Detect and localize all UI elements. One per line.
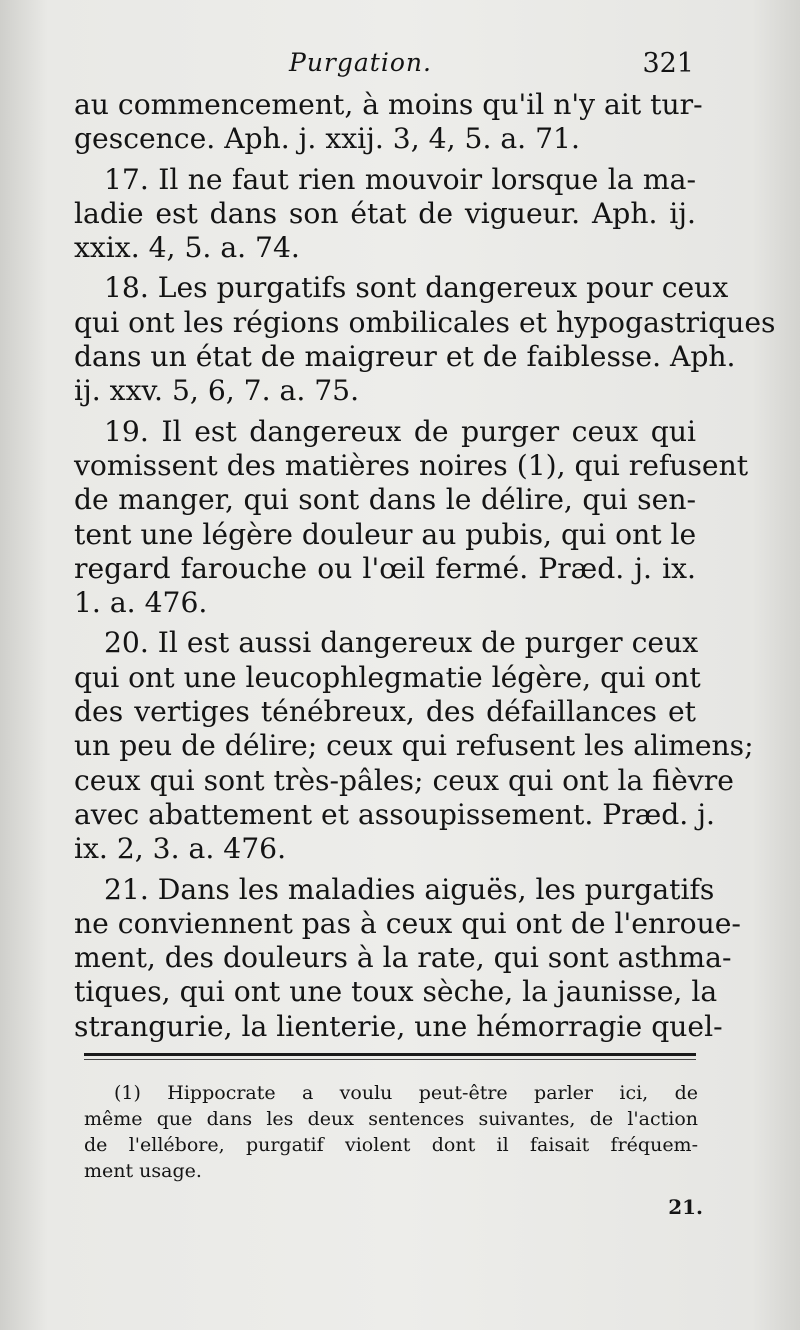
text-line: avec abattement et assoupissement. Præd. j. (74, 797, 715, 831)
running-title: Purgation. (289, 48, 432, 77)
text-line: dans un état de maigreur et de faiblesse. Aph. (74, 340, 736, 374)
text-line: de manger, qui sont dans le délire, qui sen- (74, 483, 696, 517)
text-line: vomissent des matières noires (1), qui refusent (74, 448, 749, 482)
catchword: 21. (668, 1195, 703, 1219)
text-line: au commencement, à moins qu'il n'y ait tur- (74, 88, 703, 121)
text-line: 20. Il est aussi dangereux de purger ceux (104, 626, 699, 660)
text-line: qui ont une leucophlegmatie légère, qui ont (74, 660, 701, 694)
page-header (74, 48, 694, 88)
text-line: xxix. 4, 5. a. 74. (74, 231, 300, 265)
text-line: 18. Les purgatifs sont dangereux pour ceux (104, 271, 729, 305)
footnote-line: (1) Hippocrate a voulu peut-être parler ici, de (114, 1082, 698, 1104)
body-text (74, 88, 776, 1044)
text-line: ij. xxv. 5, 6, 7. a. 75. (74, 374, 360, 408)
footnote-line: ment usage. (84, 1160, 202, 1182)
text-line: 1. a. 476. (74, 586, 208, 620)
text-line: regard farouche ou l'œil fermé. Præd. j. ix. (74, 551, 696, 585)
footnote-line: de l'ellébore, purgatif violent dont il faisait fréquem- (84, 1134, 698, 1156)
text-line: un peu de délire; ceux qui refusent les alimens; (74, 729, 754, 763)
footnote-line: même que dans les deux sentences suivantes, de l'action (84, 1108, 698, 1130)
text-line: ladie est dans son état de vigueur. Aph. ij. (74, 196, 696, 230)
text-line: 19. Il est dangereux de purger ceux qui (104, 414, 696, 448)
footnote (84, 1080, 698, 1184)
text-line: ceux qui sont très-pâles; ceux qui ont la fièvre (74, 763, 734, 797)
footnote-rule (84, 1053, 696, 1056)
text-line: strangurie, la lienterie, une hémorragie quel- (74, 1009, 723, 1043)
text-line: qui ont les régions ombilicales et hypogastriques (74, 305, 776, 339)
text-line: tiques, qui ont une toux sèche, la jaunisse, la (74, 975, 718, 1009)
text-line: ix. 2, 3. a. 476. (74, 832, 287, 866)
text-line: gescence. Aph. j. xxij. 3, 4, 5. a. 71. (74, 122, 580, 156)
page-number: 321 (642, 48, 694, 79)
text-line: ment, des douleurs à la rate, qui sont asthma- (74, 941, 732, 975)
text-line: ne conviennent pas à ceux qui ont de l'enroue- (74, 906, 741, 940)
text-line: des vertiges ténébreux, des défaillances et (74, 695, 696, 729)
text-line: 21. Dans les maladies aiguës, les purgatifs (104, 872, 715, 906)
text-line: 17. Il ne faut rien mouvoir lorsque la ma- (104, 162, 696, 196)
text-line: tent une légère douleur au pubis, qui ont le (74, 517, 697, 551)
